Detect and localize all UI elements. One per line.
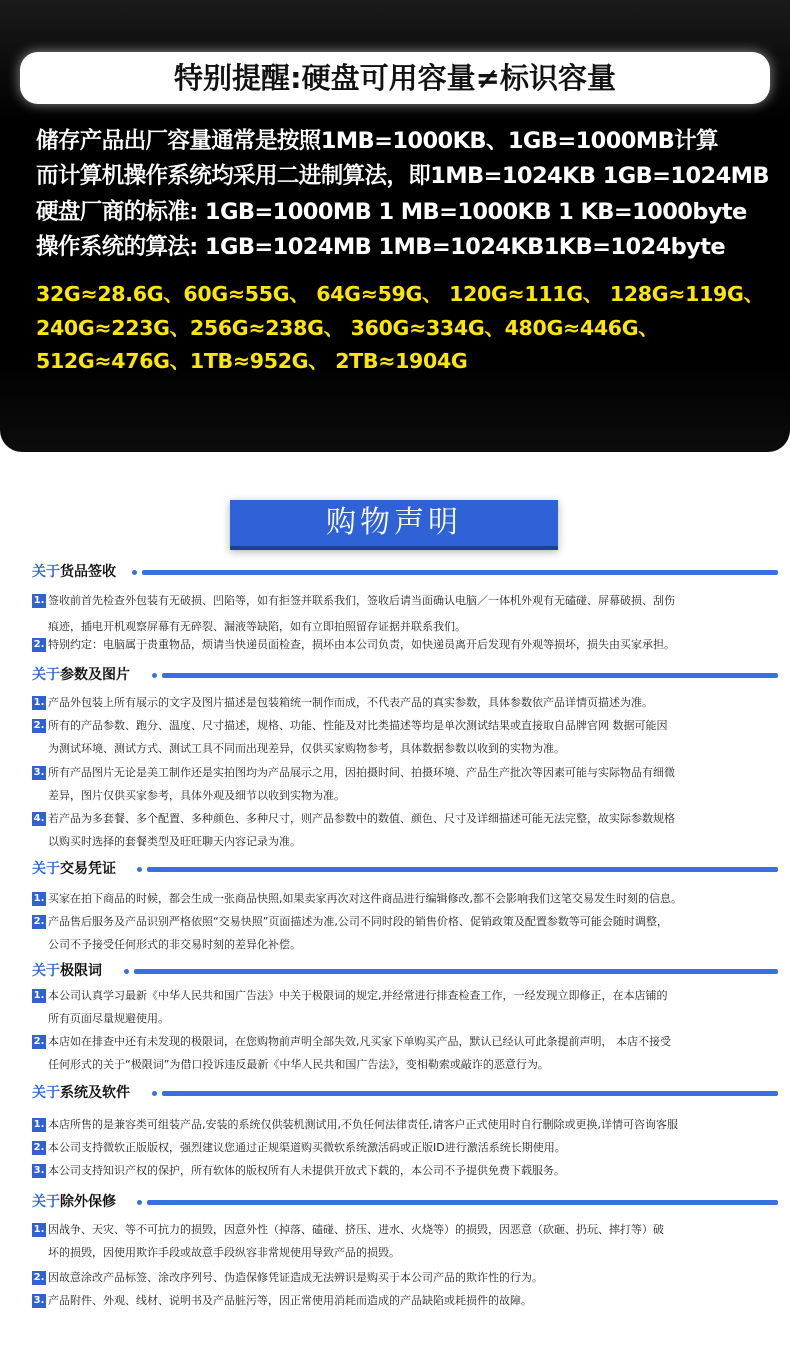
item-number: 1. <box>33 893 45 904</box>
item-text: 买家在拍下商品的时候，都会生成一张商品快照,如果卖家再次对这件商品进行编辑修改,都不会影响我们这笔交易发生时刻的信息。 <box>48 892 682 905</box>
section-title: 交易凭证 <box>60 861 116 877</box>
item-text: 产品附件、外观、线材、说明书及产品脏污等，因正常使用消耗而造成的产品缺陷或耗损件的故障。 <box>48 1294 532 1307</box>
item-number: 3. <box>33 1295 45 1306</box>
capacity-line: 512G≈476G、1TB≈952G、 2TB≈1904G <box>36 349 468 373</box>
section-title: 除外保修 <box>60 1194 116 1210</box>
section-prefix: 关于 <box>32 667 60 683</box>
section-title: 货品签收 <box>60 564 116 580</box>
item-number: 2. <box>33 1142 45 1153</box>
item-number: 2. <box>33 1272 45 1283</box>
item-text: 产品售后服务及产品识别严格依照“交易快照”页面描述为准,公司不同时段的销售价格、促销政策及配置参数等可能会随时调整， <box>48 915 668 928</box>
section-prefix: 关于 <box>32 564 60 580</box>
section-header-extreme-words <box>32 960 780 982</box>
warning-line: 硬盘厂商的标准: 1GB=1000MB 1 MB=1000KB 1 KB=1000byte <box>36 199 747 225</box>
item-text: 本公司认真学习最新《中华人民共和国广告法》中关于极限词的规定,并经常进行排查检查工作，一经发现立即修正，在本店铺的 <box>48 989 668 1002</box>
item-text-continued: 为测试环境、测试方式、测试工具不同而出现差异，仅供买家购物参考，具体数据参数以收到的实物为准。 <box>48 742 565 755</box>
section-divider <box>162 1091 778 1096</box>
item-text-continued: 以购买时选择的套餐类型及旺旺聊天内容记录为准。 <box>48 835 301 848</box>
item-text: 因战争、天灾、等不可抗力的损毁，因意外性（掉落、磕碰、挤压、进水、火烧等）的损毁，因恶意（砍砸、扔玩、摔打等）破 <box>48 1223 664 1236</box>
section-prefix: 关于 <box>32 1194 60 1210</box>
item-number: 2. <box>33 1036 45 1047</box>
item-number: 1. <box>33 697 45 708</box>
section-header-receipt <box>32 561 780 583</box>
warning-line: 而计算机操作系统均采用二进制算法，即1MB=1024KB 1GB=1024MB <box>36 163 769 189</box>
section-divider <box>142 570 778 575</box>
section-header-warranty-exclusions <box>32 1191 780 1213</box>
section-prefix: 关于 <box>32 1085 60 1101</box>
item-text-continued: 所有页面尽量规避使用。 <box>48 1012 169 1025</box>
item-number: 2. <box>33 720 45 731</box>
capacity-line: 240G≈223G、256G≈238G、 360G≈334G、480G≈446G、 <box>36 316 659 340</box>
section-title: 极限词 <box>60 963 102 979</box>
section-divider <box>134 969 778 974</box>
warning-title-banner <box>20 52 770 104</box>
item-text-continued: 任何形式的关于“极限词”为借口投诉违反最新《中华人民共和国广告法》，变相勒索或敲诈的恶意行为。 <box>48 1058 549 1071</box>
item-number: 1. <box>33 1119 45 1130</box>
item-text-continued: 坏的损毁，因使用欺诈手段或故意手段纵容非常规使用导致产品的损毁。 <box>48 1246 400 1259</box>
item-number: 3. <box>33 767 45 778</box>
item-text: 本店所售的是兼容类可组装产品,安装的系统仅供装机测试用,不负任何法律责任,请客户正式使用时自行删除或更换,详情可咨询客服 <box>48 1118 678 1131</box>
item-text: 所有的产品参数、跑分、温度、尺寸描述，规格、功能、性能及对比类描述等均是单次测试结果或直接取自品牌官网 数据可能因 <box>48 719 668 732</box>
item-number: 1. <box>33 1224 45 1235</box>
item-text-continued: 公司不予接受任何形式的非交易时刻的差异化补偿。 <box>48 938 301 951</box>
capacity-warning-panel <box>0 0 790 452</box>
item-text: 签收前首先检查外包装有无破损、凹陷等，如有拒签并联系我们，签收后请当面确认电脑／一体机外观有无磕碰、屏幕破损、刮伤 <box>48 594 675 607</box>
item-text: 本公司支持微软正版版权，强烈建议您通过正规渠道购买微软系统激活码或正版ID进行激活系统长期使用。 <box>48 1141 566 1154</box>
item-text-continued: 痕迹，插电开机观察屏幕有无碎裂、漏液等缺陷，如有立即拍照留存证据并联系我们。 <box>48 620 466 633</box>
item-text: 本公司支持知识产权的保护，所有软体的版权所有人未提供开放式下载的，本公司不予提供免费下载服务。 <box>48 1164 565 1177</box>
item-number: 2. <box>33 916 45 927</box>
section-header-software <box>32 1082 780 1104</box>
item-number: 3. <box>33 1165 45 1176</box>
warning-title: 特别提醒:硬盘可用容量≠标识容量 <box>174 61 616 95</box>
item-text: 所有产品图片无论是美工制作还是实拍图均为产品展示之用，因拍摄时间、拍摄环境、产品生产批次等因素可能与实际物品有细微 <box>48 766 675 779</box>
item-number: 1. <box>33 595 45 606</box>
item-number: 1. <box>33 990 45 1001</box>
section-header-transaction <box>32 858 780 880</box>
section-title: 参数及图片 <box>60 667 130 683</box>
section-divider <box>147 867 778 872</box>
item-text-continued: 差异，图片仅供买家参考，具体外观及细节以收到实物为准。 <box>48 789 345 802</box>
item-text: 本店如在排查中还有未发现的极限词，在您购物前声明全部失效,凡买家下单购买产品，默认已经认可此条提前声明， 本店不接受 <box>48 1035 671 1048</box>
declaration-banner <box>230 500 558 550</box>
section-divider <box>147 1200 778 1205</box>
declaration-title: 购物声明 <box>326 505 462 540</box>
section-prefix: 关于 <box>32 861 60 877</box>
item-text: 因故意涂改产品标签、涂改序列号、伪造保修凭证造成无法辨识是购买于本公司产品的欺诈性的行为。 <box>48 1271 543 1284</box>
item-text: 若产品为多套餐、多个配置、多种颜色、多种尺寸，则产品参数中的数值、颜色、尺寸及详细描述可能无法完整，故实际参数规格 <box>48 812 675 825</box>
section-divider <box>162 673 778 678</box>
item-text: 特别约定：电脑属于贵重物品，烦请当快递员面检查，损坏由本公司负责，如快递员离开后发现有外观等损坏，损失由买家承担。 <box>48 638 675 651</box>
item-number: 2. <box>33 639 45 650</box>
item-number: 4. <box>33 813 45 824</box>
warning-line: 操作系统的算法: 1GB=1024MB 1MB=1024KB1KB=1024byte <box>36 234 726 260</box>
section-prefix: 关于 <box>32 963 60 979</box>
item-text: 产品外包装上所有展示的文字及图片描述是包装箱统一制作而成，不代表产品的真实参数，具体参数依产品详情页描述为准。 <box>48 696 653 709</box>
warning-line: 储存产品出厂容量通常是按照1MB=1000KB、1GB=1000MB计算 <box>36 128 718 154</box>
section-header-specs <box>32 664 780 686</box>
capacity-line: 32G≈28.6G、60G≈55G、 64G≈59G、 120G≈111G、 128G≈119G、 <box>36 282 764 306</box>
section-title: 系统及软件 <box>60 1085 130 1101</box>
